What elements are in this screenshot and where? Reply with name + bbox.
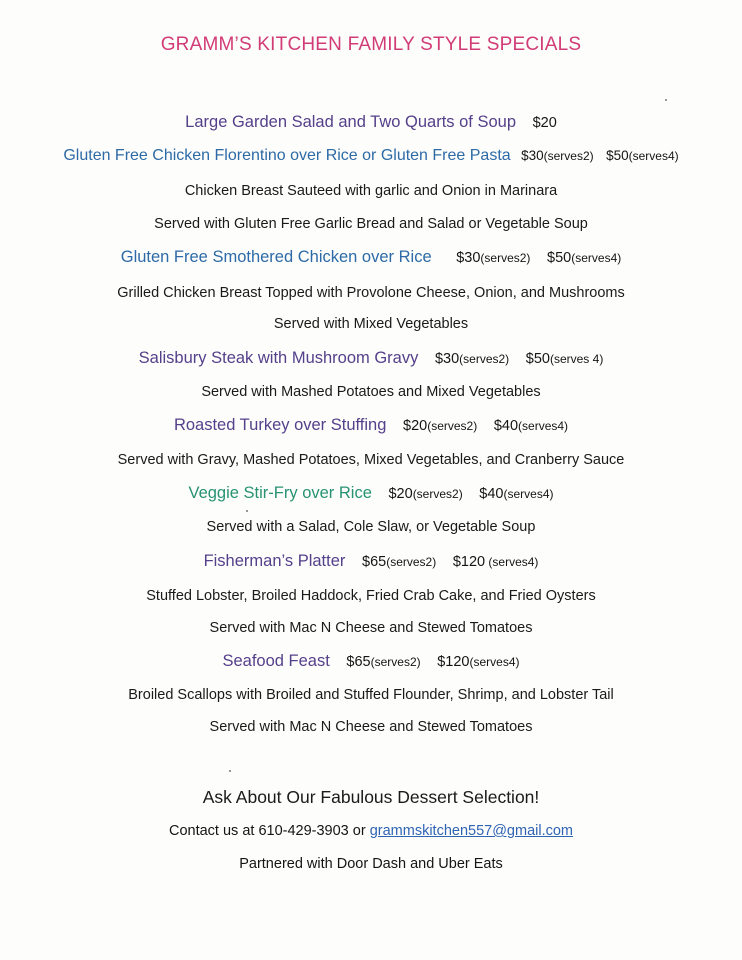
dish-name: Roasted Turkey over Stuffing xyxy=(173,416,387,434)
dish-name: Seafood Feast xyxy=(222,652,330,670)
dish-description: Served with a Salad, Cole Slaw, or Vegetable Soup xyxy=(206,519,536,535)
contact-phone-text: Contact us at 610-429-3903 or xyxy=(168,823,370,839)
dish-price-2: $65(serves2) xyxy=(346,654,421,670)
scan-speck xyxy=(665,99,667,101)
dish-price-4: $120 (serves4) xyxy=(452,554,539,570)
dish-serving: Served with Gluten Free Garlic Bread and Salad or Vegetable Soup xyxy=(154,216,588,232)
dish-price-2: $20(serves2) xyxy=(388,486,463,502)
scan-speck xyxy=(229,770,231,772)
dish-price-4: $50(serves4) xyxy=(606,148,679,163)
dish-price-4: $120(serves4) xyxy=(437,654,520,670)
dish-serving: Served with Mac N Cheese and Stewed Tomatoes xyxy=(209,719,533,735)
dish-line-chicken-florentino xyxy=(0,147,742,165)
dish-price-2: $30(serves2) xyxy=(521,148,594,163)
email-link[interactable]: grammskitchen557@gmail.com xyxy=(369,823,573,839)
dish-price-4: $40(serves4) xyxy=(493,418,569,434)
dish-price-2: $20(serves2) xyxy=(403,418,478,434)
dish-price-2: $30(serves2) xyxy=(456,250,531,266)
dessert-note: Ask About Our Fabulous Dessert Selection! xyxy=(202,787,540,807)
dish-description: Served with Gravy, Mashed Potatoes, Mixed Vegetables, and Cranberry Sauce xyxy=(117,452,625,468)
dish-name: Large Garden Salad and Two Quarts of Soup xyxy=(185,113,517,131)
dish-price-4: $50(serves4) xyxy=(547,250,622,266)
dish-description: Stuffed Lobster, Broiled Haddock, Fried Crab Cake, and Fried Oysters xyxy=(146,588,596,604)
dish-name: Fisherman’s Platter xyxy=(203,552,346,570)
dish-line-salisbury-steak xyxy=(0,349,742,368)
dish-price-4: $40(serves4) xyxy=(479,486,554,502)
contact-line xyxy=(0,823,742,839)
page-title: GRAMM’S KITCHEN FAMILY STYLE SPECIALS xyxy=(160,34,582,55)
dish-name: Gluten Free Smothered Chicken over Rice xyxy=(120,248,432,266)
scan-speck xyxy=(246,510,248,512)
dish-price-4: $50(serves 4) xyxy=(525,351,604,367)
dish-line-seafood-feast xyxy=(0,652,742,671)
dish-description: Broiled Scallops with Broiled and Stuffed Flounder, Shrimp, and Lobster Tail xyxy=(128,687,614,703)
dish-name: Veggie Stir-Fry over Rice xyxy=(188,484,372,502)
dish-line-smothered-chicken xyxy=(0,248,742,267)
dish-price-2: $30(serves2) xyxy=(434,351,510,367)
dish-name: Gluten Free Chicken Florentino over Rice or Gluten Free Pasta xyxy=(63,147,511,164)
dish-serving: Served with Mac N Cheese and Stewed Tomatoes xyxy=(209,620,533,636)
dish-description: Grilled Chicken Breast Topped with Provolone Cheese, Onion, and Mushrooms xyxy=(117,285,625,301)
dish-name: Salisbury Steak with Mushroom Gravy xyxy=(138,349,419,367)
dish-serving: Served with Mixed Vegetables xyxy=(273,316,469,332)
dish-price: $20 xyxy=(532,115,557,131)
dish-price-2: $65(serves2) xyxy=(362,554,437,570)
dish-line-garden-salad xyxy=(0,113,742,132)
dish-line-roasted-turkey xyxy=(0,416,742,435)
dish-line-veggie-stir-fry xyxy=(0,484,742,503)
dish-line-fishermans-platter xyxy=(0,552,742,571)
dish-description: Served with Mashed Potatoes and Mixed Vegetables xyxy=(201,384,541,400)
dish-description: Chicken Breast Sauteed with garlic and Onion in Marinara xyxy=(184,183,558,199)
partners-note: Partnered with Door Dash and Uber Eats xyxy=(239,856,503,872)
